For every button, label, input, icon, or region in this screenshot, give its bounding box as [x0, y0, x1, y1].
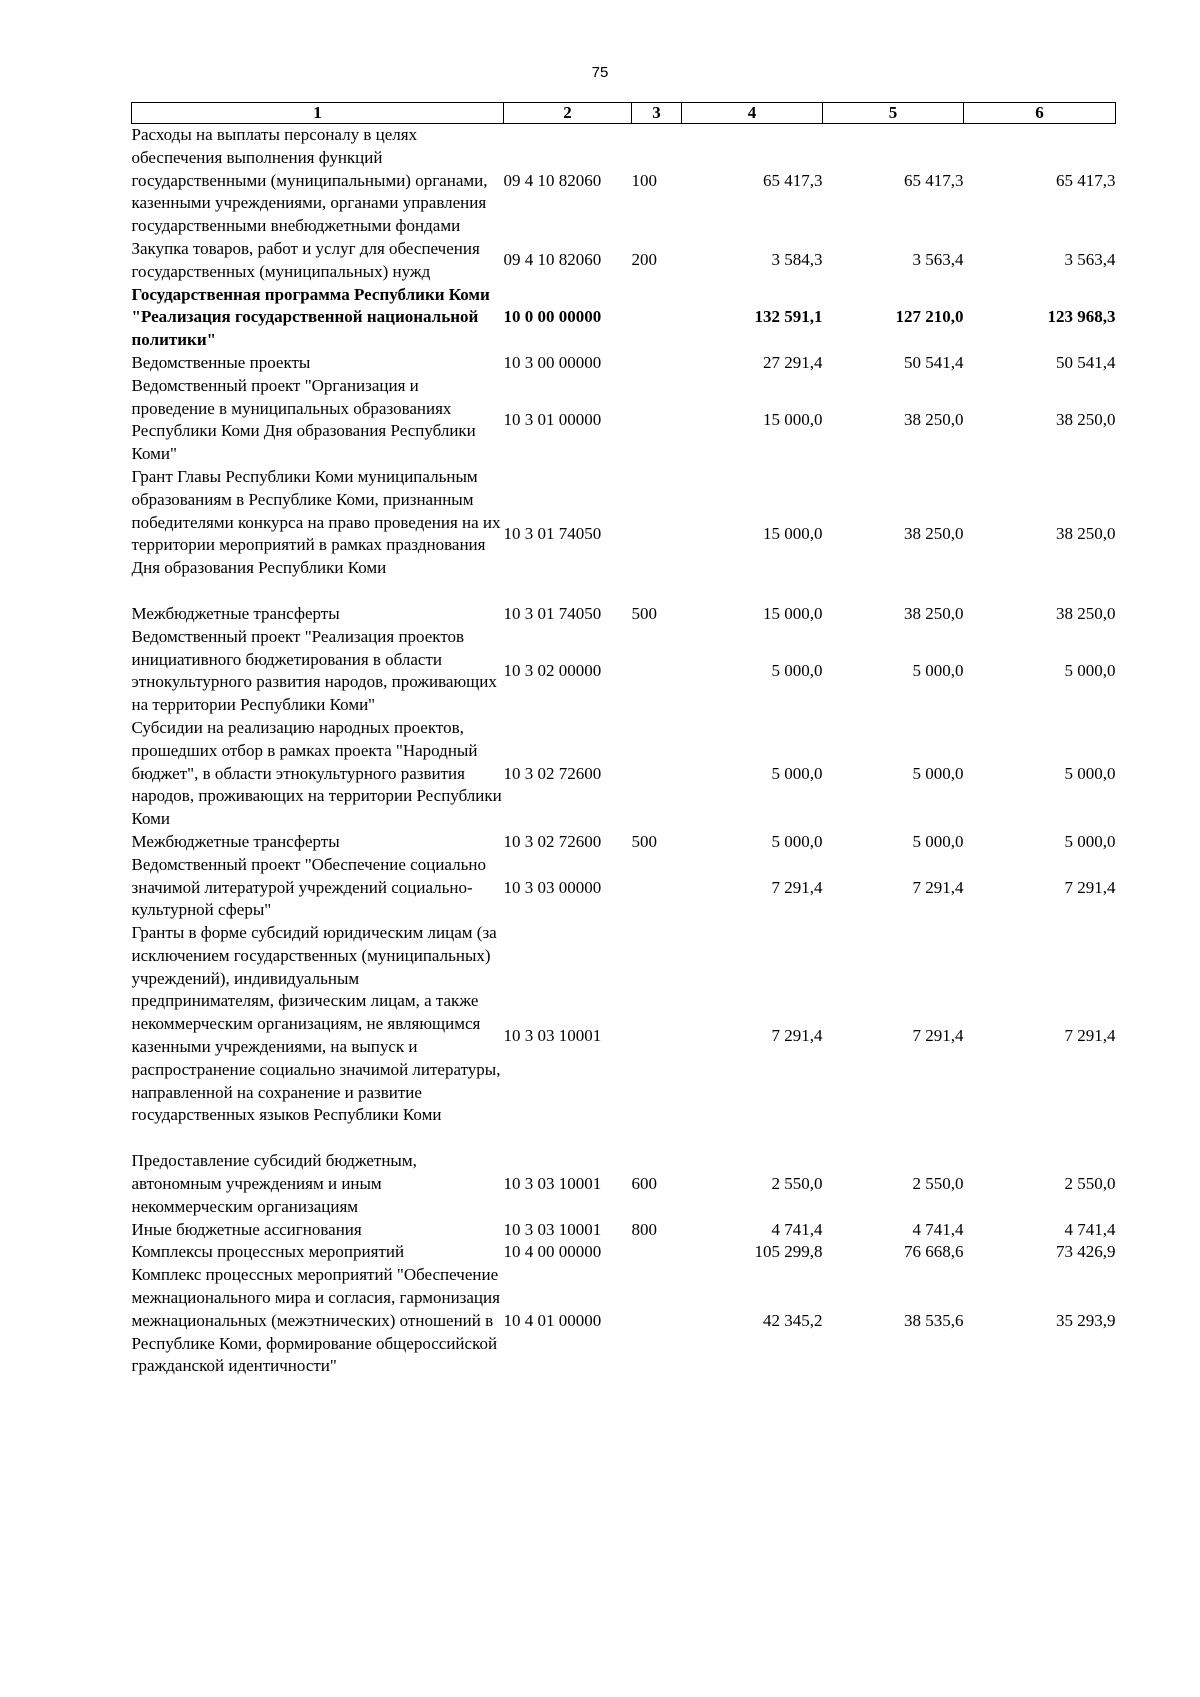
row-name: Гранты в форме субсидий юридическим лицам (за исключением государственных (муниципальных) учреждений), индивидуальным предпринимателям, физическим лицам, а также некоммерческим организациям, не являющимся казенными учреждениями, на выпуск и распространение социально значимой литературы, направленной на сохранение и развитие государственных языков Республики Коми: [131, 923, 501, 1125]
row-code: 09 4 10 82060: [503, 170, 602, 190]
row-value-3: 65 417,3: [1056, 170, 1116, 190]
row-value-2: 7 291,4: [912, 877, 964, 897]
row-vr: 800: [631, 1219, 657, 1239]
row-name: Грант Главы Республики Коми муниципальным образованиям в Республике Коми, признанным победителями конкурса на право проведения на их территории мероприятий в рамках празднования Дня образования Республики Коми: [131, 466, 501, 578]
row-code: 10 3 03 10001: [503, 1174, 602, 1194]
row-value-2: 38 535,6: [904, 1310, 964, 1330]
row-value-1: 27 291,4: [763, 352, 823, 372]
row-value-2: 5 000,0: [912, 831, 964, 851]
row-vr: [632, 626, 682, 717]
row-value-2: 5 000,0: [912, 763, 964, 783]
row-name: Государственная программа Республики Коми "Реализация государственной национальной политики": [131, 284, 490, 350]
table-row: [132, 284, 1116, 352]
table-row: [132, 717, 1116, 831]
table-row: [132, 375, 1116, 466]
row-value-1: 5 000,0: [771, 763, 823, 783]
header-col-2: 2: [504, 103, 632, 124]
table-row: [132, 1219, 1116, 1242]
row-vr: [632, 1241, 682, 1264]
row-name: Субсидии на реализацию народных проектов, прошедших отбор в рамках проекта "Народный бюджет", в области этнокультурного развития народов, проживающих на территории Республики Коми: [131, 717, 502, 829]
table-row: [132, 124, 1116, 238]
row-code: 10 3 01 74050: [503, 603, 602, 623]
row-value-1: 65 417,3: [763, 170, 823, 190]
row-value-3: 38 250,0: [1056, 409, 1116, 429]
row-vr: [632, 375, 682, 466]
row-value-2: 5 000,0: [912, 660, 964, 680]
row-vr: [632, 352, 682, 375]
row-name: Межбюджетные трансферты: [131, 831, 340, 851]
row-value-2: 38 250,0: [904, 524, 964, 544]
row-code: 10 4 01 00000: [503, 1310, 602, 1330]
row-vr: 200: [631, 250, 657, 270]
row-name: Расходы на выплаты персоналу в целях обеспечения выполнения функций государственными (муниципальными) органами, казенными учреждениями, органами управления государственными внебюджетными фондами: [131, 125, 488, 236]
row-vr: [632, 1264, 682, 1378]
row-code: 10 3 03 00000: [503, 877, 602, 897]
row-name: Предоставление субсидий бюджетным, автономным учреждениям и иным некоммерческим организациям: [131, 1151, 417, 1216]
row-value-1: 5 000,0: [771, 660, 823, 680]
row-code: 10 3 01 74050: [503, 524, 602, 544]
row-value-3: 50 541,4: [1056, 352, 1116, 372]
row-value-2: 50 541,4: [904, 352, 964, 372]
row-value-1: 2 550,0: [771, 1174, 823, 1194]
row-name: Ведомственный проект "Реализация проектов инициативного бюджетирования в области этнокультурного развития народов, проживающих на территории Республики Коми": [131, 626, 497, 715]
row-value-1: 132 591,1: [754, 307, 823, 327]
row-code: 10 4 00 00000: [503, 1242, 602, 1262]
row-name: Комплексы процессных мероприятий: [131, 1242, 405, 1262]
row-vr: [632, 466, 682, 603]
row-value-1: 15 000,0: [763, 409, 823, 429]
table-row: [132, 238, 1116, 284]
row-value-2: 4 741,4: [912, 1219, 964, 1239]
row-vr: 100: [631, 170, 657, 190]
row-vr: [632, 717, 682, 831]
row-value-1: 42 345,2: [763, 1310, 823, 1330]
row-value-1: 15 000,0: [763, 524, 823, 544]
page-number: 75: [591, 64, 609, 81]
table-header: [132, 103, 1116, 124]
row-name: Ведомственный проект "Организация и проведение в муниципальных образованиях Республики Коми Дня образования Республики Коми": [131, 375, 476, 464]
row-value-3: 123 968,3: [1047, 307, 1116, 327]
row-value-1: 5 000,0: [771, 831, 823, 851]
row-vr: 600: [631, 1174, 657, 1194]
row-value-3: 73 426,9: [1056, 1242, 1116, 1262]
header-col-6: 6: [964, 103, 1116, 124]
row-vr: 500: [631, 831, 657, 851]
row-value-2: 7 291,4: [912, 1025, 964, 1045]
row-value-3: 38 250,0: [1056, 603, 1116, 623]
row-value-3: 5 000,0: [1064, 831, 1116, 851]
row-code: 10 3 03 10001: [503, 1025, 602, 1045]
row-value-2: 38 250,0: [904, 409, 964, 429]
table-row: [132, 626, 1116, 717]
row-value-2: 65 417,3: [904, 170, 964, 190]
row-value-3: 38 250,0: [1056, 524, 1116, 544]
header-col-5: 5: [823, 103, 964, 124]
row-code: 10 3 03 10001: [503, 1219, 602, 1239]
row-code: 10 3 02 72600: [503, 763, 602, 783]
table-row: [132, 1264, 1116, 1378]
table-row: [132, 831, 1116, 854]
table-row: [132, 352, 1116, 375]
row-name: Закупка товаров, работ и услуг для обеспечения государственных (муниципальных) нужд: [131, 238, 480, 281]
table-row: [132, 854, 1116, 922]
row-vr: [632, 854, 682, 922]
row-value-3: 2 550,0: [1064, 1174, 1116, 1194]
header-col-3: 3: [632, 103, 682, 124]
row-code: 10 0 00 00000: [503, 307, 602, 327]
row-value-1: 4 741,4: [771, 1219, 823, 1239]
row-code: 10 3 00 00000: [503, 352, 602, 372]
table-row: [132, 1241, 1116, 1264]
row-name: Комплекс процессных мероприятий "Обеспечение межнационального мира и согласия, гармонизация межнациональных (межэтнических) отношений в Республике Коми, формирование общероссийской гражданской идентичности": [131, 1265, 500, 1376]
row-code: 10 3 02 00000: [503, 660, 602, 680]
row-code: 10 3 01 00000: [503, 409, 602, 429]
row-name: Ведомственный проект "Обеспечение социально значимой литературой учреждений социально-культурной сферы": [131, 854, 486, 920]
row-code: 09 4 10 82060: [503, 250, 602, 270]
table-body: [132, 124, 1116, 1379]
table-row: [132, 466, 1116, 603]
row-value-1: 15 000,0: [763, 603, 823, 623]
row-value-1: 3 584,3: [771, 250, 823, 270]
row-value-1: 105 299,8: [754, 1242, 823, 1262]
table-row: [132, 1150, 1116, 1218]
row-value-3: 35 293,9: [1056, 1310, 1116, 1330]
row-name: Иные бюджетные ассигнования: [131, 1219, 362, 1239]
row-name: Межбюджетные трансферты: [131, 603, 340, 623]
row-vr: [632, 284, 682, 352]
row-value-2: 38 250,0: [904, 603, 964, 623]
row-code: 10 3 02 72600: [503, 831, 602, 851]
row-value-3: 5 000,0: [1064, 660, 1116, 680]
row-value-1: 7 291,4: [771, 1025, 823, 1045]
row-value-1: 7 291,4: [771, 877, 823, 897]
row-value-3: 4 741,4: [1064, 1219, 1116, 1239]
row-value-3: 7 291,4: [1064, 1025, 1116, 1045]
row-vr: [632, 922, 682, 1150]
row-name: Ведомственные проекты: [131, 352, 311, 372]
row-value-3: 5 000,0: [1064, 763, 1116, 783]
budget-table: [131, 102, 1116, 1378]
table-row: [132, 922, 1116, 1150]
header-col-1: 1: [132, 103, 504, 124]
header-col-4: 4: [682, 103, 823, 124]
header-row: [132, 103, 1116, 124]
row-value-3: 7 291,4: [1064, 877, 1116, 897]
row-vr: 500: [631, 603, 657, 623]
row-value-3: 3 563,4: [1064, 250, 1116, 270]
row-value-2: 76 668,6: [904, 1242, 964, 1262]
table-row: [132, 603, 1116, 626]
row-value-2: 2 550,0: [912, 1174, 964, 1194]
row-value-2: 127 210,0: [895, 307, 964, 327]
row-value-2: 3 563,4: [912, 250, 964, 270]
